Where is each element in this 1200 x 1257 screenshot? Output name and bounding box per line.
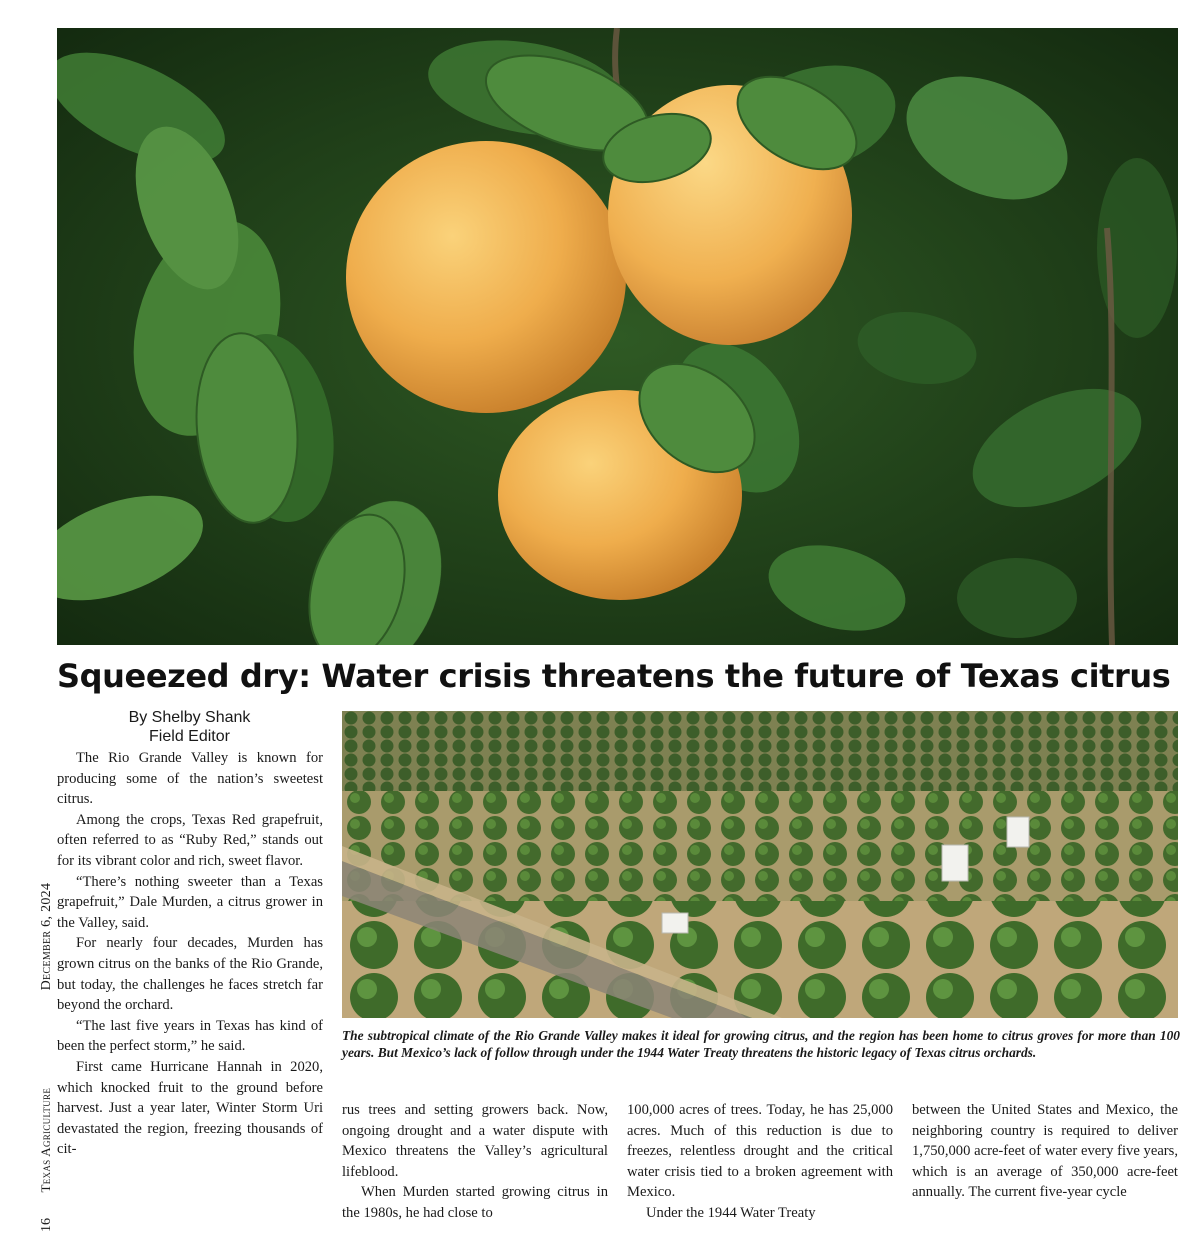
grapefruit-illustration <box>57 28 1178 645</box>
article-column-4 <box>912 1100 1178 1203</box>
aerial-photo <box>342 711 1178 1018</box>
paragraph: rus trees and setting growers back. Now, ongoing drought and a water dispute with Mexico threatens the Valley’s agricultural lifeblood. <box>342 1102 608 1180</box>
article-column-1 <box>57 748 323 1160</box>
paragraph: Among the crops, Texas Red grapefruit, often referred to as “Ruby Red,” stands out for its vibrant color and rich, sweet flavor. <box>57 811 323 869</box>
orchard-illustration <box>342 711 1178 1018</box>
paragraph: Under the 1944 Water Treaty <box>646 1204 816 1221</box>
paragraph: “The last five years in Texas has kind of been the perfect storm,” he said. <box>57 1017 323 1055</box>
byline <box>57 708 322 746</box>
paragraph: First came Hurricane Hannah in 2020, which knocked fruit to the ground before harvest. Just a year later, Winter Storm Uri devastated the region, freezing thousands of cit- <box>57 1058 323 1158</box>
paragraph: The Rio Grande Valley is known for producing some of the nation’s sweetest citrus. <box>57 750 323 808</box>
article-column-3 <box>627 1100 893 1224</box>
page-number: 16 <box>39 1218 54 1232</box>
paragraph: “There’s nothing sweeter than a Texas grapefruit,” Dale Murden, a citrus grower in the Valley, said. <box>57 873 323 931</box>
article-column-2 <box>342 1100 608 1224</box>
byline-author: By Shelby Shank <box>128 709 251 726</box>
headline: Squeezed dry: Water crisis threatens the future of Texas citrus <box>57 657 1171 695</box>
paragraph: For nearly four decades, Murden has grown citrus on the banks of the Rio Grande, but today, the challenges he faces stretch far beyond the orchard. <box>57 935 323 1014</box>
publication-name: Texas Agriculture <box>38 1087 53 1193</box>
photo-caption: The subtropical climate of the Rio Grande Valley makes it ideal for growing citrus, and the region has been home to citrus groves for more than 100 years. But Mexico’s lack of follow through under the 1944 Water Treaty threatens the historic legacy of Texas citrus orchards. <box>342 1028 1180 1060</box>
byline-role: Field Editor <box>149 728 230 745</box>
paragraph: When Murden started growing citrus in the 1980s, he had close to <box>342 1184 608 1221</box>
hero-photo <box>57 28 1178 645</box>
paragraph: 100,000 acres of trees. Today, he has 25,000 acres. Much of this reduction is due to freezes, relentless drought and the critical water crisis tied to a broken agreement with Mexico. <box>627 1102 893 1201</box>
paragraph: between the United States and Mexico, the neighboring country is required to deliver 1,750,000 acre-feet of water every five years, which is an average of 350,000 acre-feet annually. The current five-year cycle <box>912 1102 1178 1201</box>
issue-date: December 6, 2024 <box>39 882 54 991</box>
